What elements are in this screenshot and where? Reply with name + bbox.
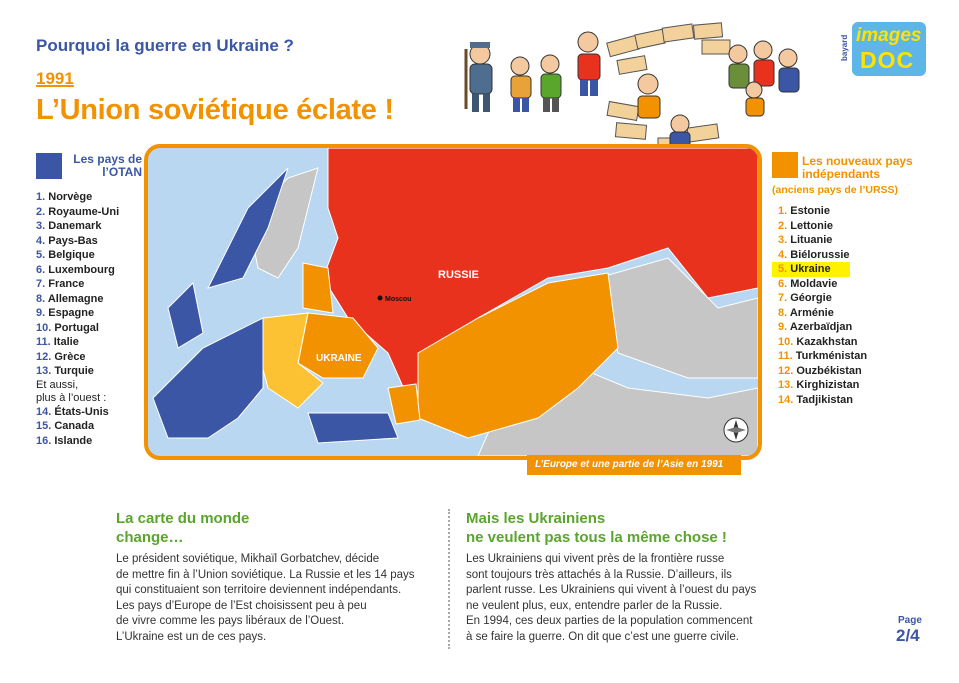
nato-item-name: Islande — [54, 434, 93, 447]
new-country-list-item — [772, 335, 932, 350]
nato-item-name: Portugal — [54, 321, 99, 334]
new-country-number: 2. — [778, 219, 788, 232]
new-country-list-item — [772, 291, 932, 306]
new-country-name: Kazakhstan — [796, 335, 858, 348]
new-country-number: 10. — [778, 335, 794, 348]
map-region-western-europe — [153, 318, 263, 438]
nato-legend-header — [36, 153, 142, 185]
logo-box — [852, 22, 926, 76]
section-left-body — [116, 552, 446, 645]
new-country-number: 11. — [778, 350, 793, 362]
nato-item-number: 11. — [36, 336, 51, 348]
soldier-figure — [466, 42, 492, 112]
body-text-line: En 1994, ces deux parties de la population commencent — [466, 615, 753, 627]
new-country-name: Turkménistan — [795, 350, 868, 362]
map-label-ukraine: UKRAINE — [316, 353, 362, 364]
nato-item-number: 7. — [36, 278, 46, 290]
new-country-list-item — [772, 262, 850, 277]
nato-country-list — [36, 190, 146, 448]
new-country-number: 1. — [778, 205, 788, 217]
new-country-number: 8. — [778, 306, 788, 319]
nato-item-number: 2. — [36, 205, 46, 218]
new-country-number: 13. — [778, 379, 794, 391]
nato-item-number: 10. — [36, 321, 52, 334]
images-doc-logo — [840, 20, 930, 80]
new-country-number: 14. — [778, 393, 794, 406]
nato-item-number: 15. — [36, 420, 52, 432]
nato-color-swatch — [36, 153, 62, 179]
new-country-name: Lettonie — [790, 219, 834, 232]
body-text-line: qui constituaient son territoire deviennent indépendants. — [116, 584, 402, 596]
nato-item-number: 3. — [36, 220, 46, 232]
map-region-caucasus — [388, 384, 420, 424]
new-country-name: Tadjikistan — [796, 393, 854, 406]
nato-item-name: Pays-Bas — [48, 234, 98, 247]
nato-list-item — [36, 263, 146, 278]
section-right-title-line1: Mais les Ukrainiens — [466, 510, 606, 527]
nato-item-name: Danemark — [48, 220, 102, 232]
logo-line1: images — [856, 25, 922, 46]
nato-item-number: 6. — [36, 263, 46, 276]
new-country-name: Biélorussie — [790, 248, 850, 261]
nato-list-item — [36, 219, 146, 234]
nato-item-name: États-Unis — [54, 405, 109, 418]
new-country-list-item — [772, 378, 932, 393]
nato-item-name: France — [48, 278, 85, 290]
nato-list-item — [36, 190, 146, 205]
nato-item-name: Italie — [53, 336, 79, 348]
map-caption: L’Europe et une partie de l’Asie en 1991 — [527, 455, 741, 475]
new-country-name: Ouzbékistan — [796, 364, 862, 377]
body-text-line: sont toujours très attachés à la Russie. D’ailleurs, ils — [466, 568, 732, 581]
section-right-body — [466, 552, 796, 645]
new-country-list-item — [772, 349, 932, 364]
body-text-line: ne veulent plus, eux, entendre parler de la Russie. — [466, 599, 723, 612]
nato-item-name: Grèce — [54, 350, 86, 363]
nato-list-item — [36, 405, 146, 420]
nato-list-item — [36, 248, 146, 263]
new-country-list-item — [772, 219, 932, 234]
nato-extra-intro: plus à l’ouest : — [36, 391, 107, 404]
kicker-title: Pourquoi la guerre en Ukraine ? — [36, 36, 294, 55]
nato-list-item — [36, 419, 146, 434]
new-country-name: Géorgie — [790, 292, 832, 304]
cartoon-illustration — [458, 14, 838, 156]
broken-wall-illustration — [607, 23, 730, 150]
new-country-list-item — [772, 320, 932, 335]
nato-item-number: 13. — [36, 365, 52, 377]
nato-item-number: 9. — [36, 307, 46, 319]
body-text-line: Les Ukrainiens qui vivent près de la frontière russe — [466, 553, 725, 565]
new-countries-legend-subtitle: (anciens pays de l’URSS) — [772, 184, 899, 196]
new-country-number: 3. — [778, 234, 788, 246]
nato-list-item — [36, 277, 146, 292]
section-left-title-line2: change… — [116, 529, 184, 546]
new-country-name: Moldavie — [790, 277, 838, 290]
new-country-list-item — [772, 306, 932, 321]
new-country-name: Lituanie — [790, 234, 833, 246]
body-text-line: de vivre comme les pays libéraux de l’Ouest. — [116, 615, 345, 627]
section-divider — [448, 509, 450, 649]
body-text-line: L’Ukraine est un de ces pays. — [116, 630, 267, 643]
new-countries-legend-header — [772, 152, 932, 198]
nato-list-item — [36, 335, 146, 350]
new-country-list-item — [772, 277, 932, 292]
logo-line2: DOC — [860, 47, 915, 73]
body-text-line: de mettre fin à l’Union soviétique. La Russie et les 14 pays — [116, 568, 415, 581]
nato-item-number: 12. — [36, 350, 52, 363]
body-text-line: Le président soviétique, Mikhaïl Gorbatchev, décide — [116, 553, 380, 565]
new-countries-legend-title: Les nouveaux pays indépendants — [802, 154, 913, 181]
section-left-title — [116, 509, 249, 547]
year-label: 1991 — [36, 69, 74, 88]
new-country-name: Estonie — [790, 205, 830, 217]
nato-list-item — [36, 292, 146, 307]
nato-item-number: 14. — [36, 405, 52, 418]
new-country-list-item — [772, 393, 932, 408]
new-country-number: 7. — [778, 292, 788, 304]
new-country-number: 6. — [778, 277, 788, 290]
nato-item-name: Allemagne — [47, 292, 104, 305]
body-text-line: à se faire la guerre. On dit que c’est une guerre civile. — [466, 630, 739, 643]
new-country-name: Azerbaïdjan — [789, 321, 853, 333]
nato-list-item — [36, 234, 146, 249]
nato-item-name: Belgique — [48, 249, 95, 261]
new-country-number: 12. — [778, 364, 794, 377]
page-label: Page — [898, 615, 922, 626]
map-region-uk — [168, 283, 203, 348]
nato-item-number: 16. — [36, 434, 52, 447]
nato-item-name: Espagne — [48, 307, 95, 319]
nato-list-item — [36, 205, 146, 220]
page-title: L’Union soviétique éclate ! — [36, 94, 394, 126]
nato-list-item — [36, 306, 146, 321]
page-number: 2/4 — [896, 626, 920, 645]
new-country-name: Arménie — [789, 306, 834, 319]
map-label-moscow: Moscou — [385, 296, 412, 303]
map-region-turkey — [308, 413, 398, 443]
new-countries-list — [772, 204, 932, 407]
section-right-title — [466, 509, 727, 547]
section-left-title-line1: La carte du monde — [116, 510, 250, 527]
nato-legend-title: Les pays de l’OTAN — [73, 152, 142, 179]
body-text-line: parlent russe. Les Ukrainiens qui vivent à l’ouest du pays — [466, 584, 757, 596]
section-right-title-line2: ne veulent pas tous la même chose ! — [466, 529, 727, 546]
new-country-list-item — [772, 204, 932, 219]
nato-item-name: Luxembourg — [48, 263, 115, 276]
nato-list-item — [36, 364, 146, 379]
new-country-name: Ukraine — [790, 263, 831, 275]
people-figures — [511, 32, 799, 148]
new-countries-color-swatch — [772, 152, 798, 178]
new-country-number: 5. — [778, 263, 788, 275]
nato-item-name: Canada — [54, 420, 95, 432]
nato-item-name: Royaume-Uni — [48, 205, 120, 218]
nato-extra-intro: Et aussi, — [36, 378, 79, 391]
map-region-new-baltic — [303, 263, 333, 313]
nato-item-number: 5. — [36, 249, 46, 261]
nato-item-number: 1. — [36, 191, 46, 203]
nato-list-item — [36, 321, 146, 336]
new-country-list-item — [772, 248, 932, 263]
nato-item-number: 8. — [36, 292, 46, 305]
moscow-dot — [378, 296, 383, 301]
nato-item-name: Norvège — [48, 191, 93, 203]
map-europe-asia-1991 — [148, 148, 758, 456]
nato-list-item — [36, 350, 146, 365]
new-country-list-item — [772, 364, 932, 379]
body-text-line: Les pays d’Europe de l’Est choisissent peu à peu — [116, 599, 367, 612]
nato-list-item — [36, 434, 146, 449]
map-label-russia: RUSSIE — [438, 269, 479, 281]
nato-item-number: 4. — [36, 234, 46, 247]
compass-rose-icon — [724, 418, 748, 442]
nato-item-name: Turquie — [54, 365, 94, 377]
new-country-name: Kirghizistan — [796, 379, 860, 391]
new-country-list-item — [772, 233, 932, 248]
new-country-number: 4. — [778, 248, 788, 261]
new-country-number: 9. — [778, 321, 788, 333]
map-frame — [144, 144, 762, 460]
publisher-label: bayard — [840, 34, 849, 62]
